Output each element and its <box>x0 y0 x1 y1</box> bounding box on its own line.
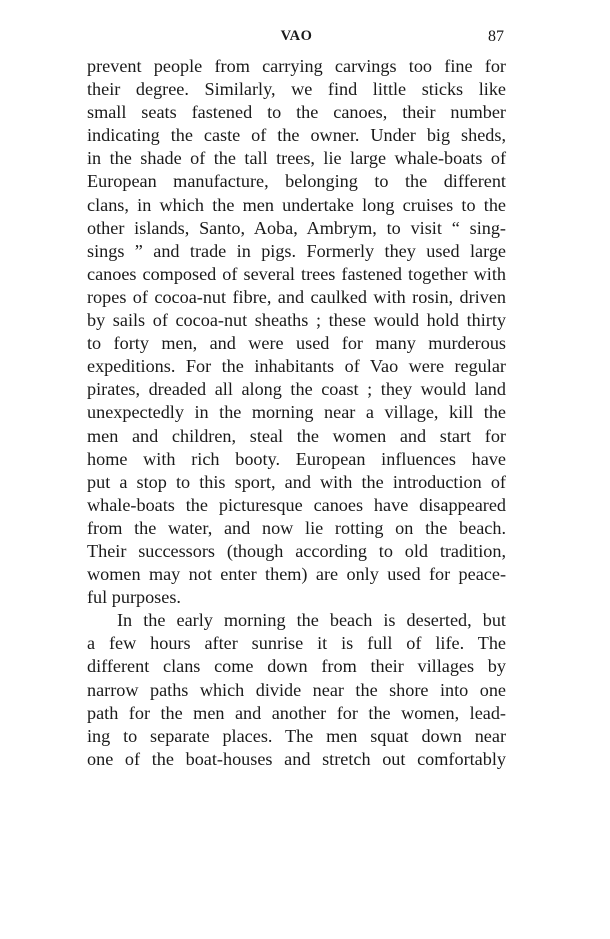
book-page <box>87 28 506 771</box>
text-line: in the shade of the tall trees, lie large whale-boats of <box>87 148 506 169</box>
text-line: pirates, dreaded all along the coast ; they would land <box>87 379 506 400</box>
text-line: women may not enter them) are only used for peace- <box>87 564 506 585</box>
text-line: men and children, steal the women and start for <box>87 425 506 446</box>
text-line: ing to separate places. The men squat down near <box>87 725 506 746</box>
text-line: different clans come down from their villages by <box>87 656 506 677</box>
text-line: a few hours after sunrise it is full of life. The <box>87 633 506 654</box>
text-line: home with rich booty. European influences have <box>87 448 506 469</box>
paragraph-end-line: ful purposes. <box>87 587 181 608</box>
text-line: small seats fastened to the canoes, their number <box>87 102 506 123</box>
text-line: one of the boat-houses and stretch out comfortably <box>87 748 506 769</box>
text-line: canoes composed of several trees fastened together with <box>87 263 506 284</box>
text-line: Their successors (though according to old tradition, <box>87 540 506 561</box>
paragraph-start-line: In the early morning the beach is deserted, but <box>117 610 506 631</box>
text-line: by sails of cocoa-nut sheaths ; these would hold thirty <box>87 310 506 331</box>
running-head <box>87 28 506 52</box>
text-line: ropes of cocoa-nut fibre, and caulked with rosin, driven <box>87 286 506 307</box>
text-line: European manufacture, belonging to the different <box>87 171 506 192</box>
text-line: prevent people from carrying carvings too fine for <box>87 56 506 76</box>
text-line: expeditions. For the inhabitants of Vao were regular <box>87 356 506 377</box>
text-line: their degree. Similarly, we find little sticks like <box>87 79 506 100</box>
text-line: indicating the caste of the owner. Under big sheds, <box>87 125 506 146</box>
text-line: unexpectedly in the morning near a village, kill the <box>87 402 506 423</box>
text-line: put a stop to this sport, and with the introduction of <box>87 471 506 492</box>
text-line: other islands, Santo, Aoba, Ambrym, to visit “ sing- <box>87 217 506 238</box>
text-line: from the water, and now lie rotting on the beach. <box>87 517 506 538</box>
page-number: 87 <box>488 28 504 45</box>
body-text <box>87 55 506 771</box>
text-line: narrow paths which divide near the shore into one <box>87 679 506 700</box>
text-line: whale-boats the picturesque canoes have disappeared <box>87 494 506 515</box>
text-line: sings ” and trade in pigs. Formerly they used large <box>87 240 506 261</box>
running-title: VAO <box>280 28 313 44</box>
text-line: clans, in which the men undertake long cruises to the <box>87 194 506 215</box>
text-line: path for the men and another for the women, lead- <box>87 702 506 723</box>
text-line: to forty men, and were used for many murderous <box>87 333 506 354</box>
